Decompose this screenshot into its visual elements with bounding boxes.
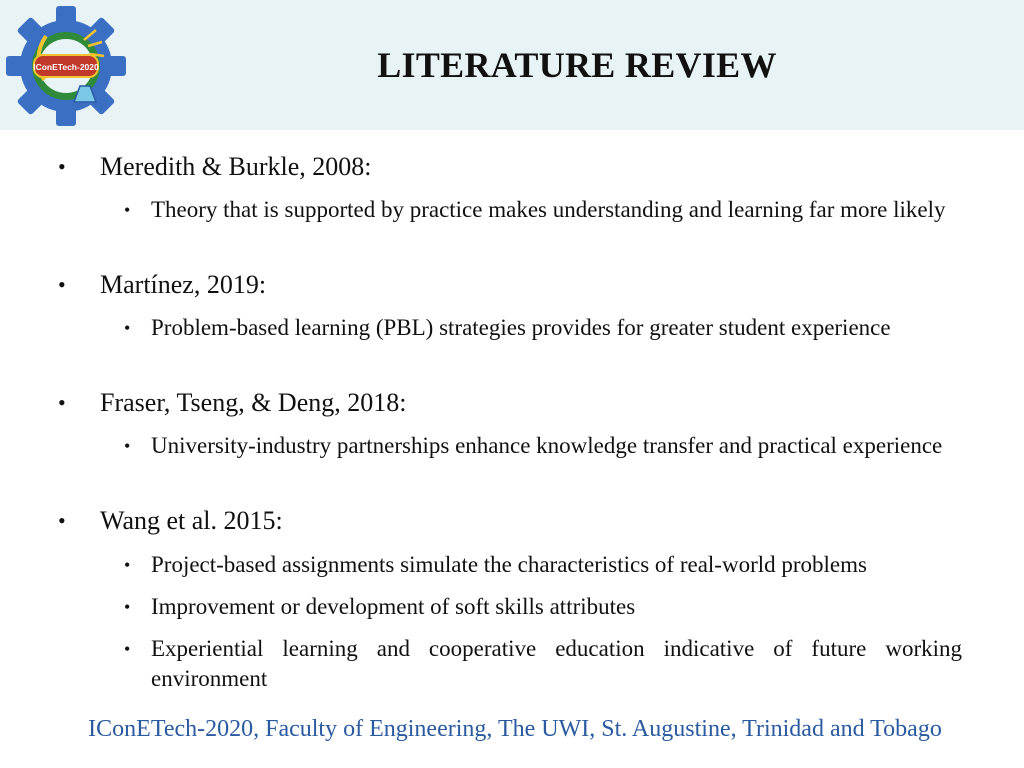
- reference-label: Fraser, Tseng, & Deng, 2018:: [100, 388, 407, 417]
- finding-text: Experiential learning and cooperative education indicative of future working environment: [151, 636, 962, 691]
- finding-text: Project-based assignments simulate the characteristics of real-world problems: [151, 552, 867, 577]
- finding-text: Improvement or development of soft skills attributes: [151, 594, 636, 619]
- finding-text: Problem-based learning (PBL) strategies provides for greater student experience: [151, 315, 891, 340]
- reference-label: Wang et al. 2015:: [100, 506, 283, 535]
- reference-label: Meredith & Burkle, 2008:: [100, 152, 372, 181]
- bullet-icon: •: [58, 508, 66, 533]
- bullet-icon: •: [58, 154, 66, 179]
- sub-bullet-icon: •: [124, 639, 131, 659]
- reference-label: Martínez, 2019:: [100, 270, 267, 299]
- slide-header: [0, 0, 1024, 130]
- bullet-icon: •: [58, 272, 66, 297]
- sub-bullet-icon: •: [124, 597, 131, 617]
- sub-bullet-icon: •: [124, 200, 131, 220]
- gear-logo-icon: [4, 4, 128, 128]
- conference-logo: [4, 4, 128, 128]
- page-title: LITERATURE REVIEW: [377, 45, 777, 85]
- sub-bullet-icon: •: [124, 555, 131, 575]
- finding-text: Theory that is supported by practice makes understanding and learning far more likely: [151, 197, 946, 222]
- finding-text: University-industry partnerships enhance knowledge transfer and practical experience: [151, 433, 943, 458]
- logo-text: IConETech-2020: [33, 62, 99, 72]
- slide-footer: IConETech-2020, Faculty of Engineering, The UWI, St. Augustine, Trinidad and Tobago: [88, 716, 942, 742]
- bullet-icon: •: [58, 390, 66, 415]
- sub-bullet-icon: •: [124, 318, 131, 338]
- sub-bullet-icon: •: [124, 436, 131, 456]
